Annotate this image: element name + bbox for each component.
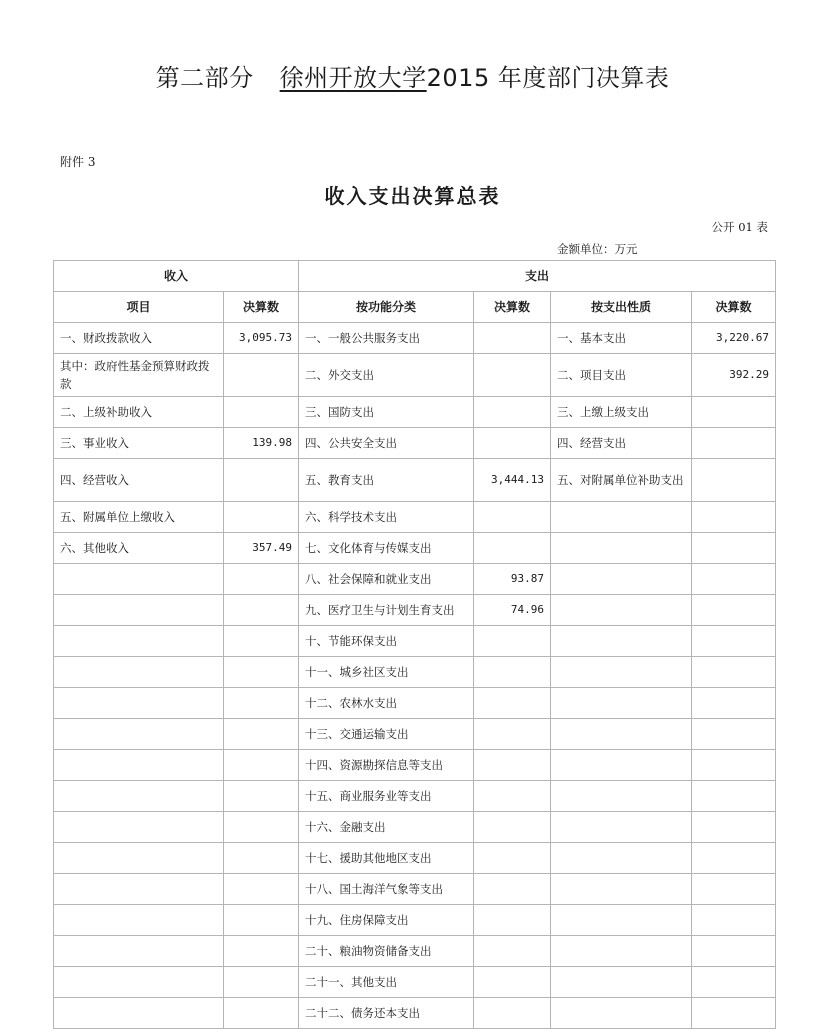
function-item-cell: 二十、粮油物资储备支出	[299, 936, 474, 967]
nature-amount-cell	[692, 874, 776, 905]
function-item-cell: 四、公共安全支出	[299, 428, 474, 459]
income-amount-cell	[224, 657, 299, 688]
function-amount-cell	[474, 626, 551, 657]
nature-item-cell: 三、上缴上级支出	[551, 397, 692, 428]
function-amount-cell	[474, 874, 551, 905]
income-item-cell	[54, 781, 224, 812]
function-amount-cell: 74.96	[474, 595, 551, 626]
table-row	[54, 323, 776, 354]
nature-item-cell: 四、经营支出	[551, 428, 692, 459]
nature-amount-cell	[692, 533, 776, 564]
income-amount-cell	[224, 812, 299, 843]
function-item-cell: 十四、资源勘探信息等支出	[299, 750, 474, 781]
function-amount-cell	[474, 533, 551, 564]
table-row	[54, 657, 776, 688]
function-amount-cell	[474, 688, 551, 719]
function-amount-cell	[474, 998, 551, 1029]
function-amount-cell	[474, 502, 551, 533]
nature-item-cell	[551, 564, 692, 595]
function-item-cell: 二十一、其他支出	[299, 967, 474, 998]
function-item-cell: 十五、商业服务业等支出	[299, 781, 474, 812]
title-unit: 徐州开放大学	[279, 64, 427, 92]
income-item-cell: 四、经营收入	[54, 459, 224, 502]
income-amount-cell	[224, 688, 299, 719]
column-header-row	[54, 292, 776, 323]
col-header-income-amount: 决算数	[224, 292, 299, 323]
function-amount-cell	[474, 936, 551, 967]
function-amount-cell	[474, 781, 551, 812]
group-header-row	[54, 261, 776, 292]
nature-item-cell	[551, 812, 692, 843]
attachment-label: 附件 3	[60, 155, 96, 169]
table-row	[54, 626, 776, 657]
function-amount-cell	[474, 843, 551, 874]
income-amount-cell	[224, 905, 299, 936]
income-amount-cell	[224, 874, 299, 905]
table-row	[54, 595, 776, 626]
income-expense-table	[53, 260, 776, 1029]
function-item-cell: 八、社会保障和就业支出	[299, 564, 474, 595]
income-item-cell: 三、事业收入	[54, 428, 224, 459]
nature-amount-cell	[692, 397, 776, 428]
nature-amount-cell: 3,220.67	[692, 323, 776, 354]
table-row	[54, 459, 776, 502]
title-suffix: 2015 年度部门决算表	[426, 64, 670, 92]
income-group-header: 收入	[54, 261, 299, 292]
income-amount-cell	[224, 998, 299, 1029]
nature-amount-cell	[692, 905, 776, 936]
nature-amount-cell	[692, 781, 776, 812]
table-row	[54, 905, 776, 936]
table-row	[54, 428, 776, 459]
income-item-cell	[54, 905, 224, 936]
function-amount-cell	[474, 428, 551, 459]
income-amount-cell	[224, 843, 299, 874]
nature-item-cell	[551, 781, 692, 812]
income-item-cell: 五、附属单位上缴收入	[54, 502, 224, 533]
nature-item-cell: 五、对附属单位补助支出	[551, 459, 692, 502]
col-header-income-item: 项目	[54, 292, 224, 323]
table-row	[54, 967, 776, 998]
income-item-cell	[54, 812, 224, 843]
function-item-cell: 五、教育支出	[299, 459, 474, 502]
nature-amount-cell	[692, 626, 776, 657]
nature-amount-cell	[692, 936, 776, 967]
function-amount-cell	[474, 750, 551, 781]
table-row	[54, 936, 776, 967]
function-item-cell: 十九、住房保障支出	[299, 905, 474, 936]
nature-item-cell	[551, 905, 692, 936]
income-amount-cell	[224, 967, 299, 998]
income-item-cell	[54, 750, 224, 781]
income-amount-cell	[224, 719, 299, 750]
nature-item-cell	[551, 688, 692, 719]
table-row	[54, 750, 776, 781]
income-amount-cell	[224, 936, 299, 967]
nature-item-cell	[551, 626, 692, 657]
table-row	[54, 533, 776, 564]
amount-unit: 金额单位：万元	[557, 242, 638, 256]
nature-item-cell	[551, 595, 692, 626]
nature-item-cell	[551, 502, 692, 533]
income-item-cell	[54, 626, 224, 657]
income-amount-cell: 3,095.73	[224, 323, 299, 354]
page-title	[0, 58, 825, 93]
nature-item-cell	[551, 936, 692, 967]
form-number: 公开 01 表	[711, 220, 768, 234]
income-item-cell	[54, 595, 224, 626]
table-row	[54, 781, 776, 812]
nature-amount-cell	[692, 459, 776, 502]
table-row	[54, 843, 776, 874]
nature-amount-cell	[692, 428, 776, 459]
table-row	[54, 719, 776, 750]
income-item-cell	[54, 843, 224, 874]
function-amount-cell	[474, 354, 551, 397]
income-item-cell	[54, 564, 224, 595]
income-amount-cell	[224, 397, 299, 428]
income-item-cell	[54, 936, 224, 967]
nature-amount-cell	[692, 967, 776, 998]
income-item-cell	[54, 657, 224, 688]
function-item-cell: 十七、援助其他地区支出	[299, 843, 474, 874]
table-row	[54, 397, 776, 428]
nature-amount-cell	[692, 998, 776, 1029]
table-row	[54, 688, 776, 719]
nature-amount-cell	[692, 657, 776, 688]
income-item-cell	[54, 874, 224, 905]
function-amount-cell	[474, 323, 551, 354]
function-item-cell: 十八、国土海洋气象等支出	[299, 874, 474, 905]
nature-amount-cell	[692, 812, 776, 843]
income-item-cell	[54, 688, 224, 719]
function-amount-cell	[474, 657, 551, 688]
nature-amount-cell	[692, 843, 776, 874]
function-item-cell: 二、外交支出	[299, 354, 474, 397]
col-header-function-amount: 决算数	[474, 292, 551, 323]
function-item-cell: 六、科学技术支出	[299, 502, 474, 533]
nature-item-cell: 二、项目支出	[551, 354, 692, 397]
nature-item-cell	[551, 843, 692, 874]
income-amount-cell	[224, 781, 299, 812]
table-row	[54, 998, 776, 1029]
table-row	[54, 874, 776, 905]
function-item-cell: 七、文化体育与传媒支出	[299, 533, 474, 564]
income-item-cell: 二、上级补助收入	[54, 397, 224, 428]
function-item-cell: 一、一般公共服务支出	[299, 323, 474, 354]
table-row	[54, 354, 776, 397]
nature-amount-cell	[692, 688, 776, 719]
function-amount-cell	[474, 719, 551, 750]
col-header-function-item: 按功能分类	[299, 292, 474, 323]
function-item-cell: 二十二、债务还本支出	[299, 998, 474, 1029]
nature-item-cell	[551, 719, 692, 750]
col-header-nature-amount: 决算数	[692, 292, 776, 323]
income-amount-cell	[224, 459, 299, 502]
income-amount-cell	[224, 354, 299, 397]
function-amount-cell	[474, 967, 551, 998]
nature-item-cell	[551, 657, 692, 688]
nature-item-cell	[551, 967, 692, 998]
income-amount-cell	[224, 626, 299, 657]
income-item-cell	[54, 998, 224, 1029]
nature-item-cell: 一、基本支出	[551, 323, 692, 354]
nature-amount-cell	[692, 750, 776, 781]
function-amount-cell: 93.87	[474, 564, 551, 595]
col-header-nature-item: 按支出性质	[551, 292, 692, 323]
nature-item-cell	[551, 998, 692, 1029]
nature-item-cell	[551, 533, 692, 564]
nature-amount-cell	[692, 564, 776, 595]
income-item-cell	[54, 967, 224, 998]
income-item-cell: 一、财政拨款收入	[54, 323, 224, 354]
income-item-cell	[54, 719, 224, 750]
income-amount-cell	[224, 595, 299, 626]
function-amount-cell: 3,444.13	[474, 459, 551, 502]
function-amount-cell	[474, 812, 551, 843]
table-row	[54, 812, 776, 843]
income-amount-cell: 357.49	[224, 533, 299, 564]
nature-amount-cell: 392.29	[692, 354, 776, 397]
function-item-cell: 十三、交通运输支出	[299, 719, 474, 750]
income-amount-cell	[224, 750, 299, 781]
title-prefix: 第二部分	[155, 64, 254, 92]
income-amount-cell	[224, 564, 299, 595]
function-item-cell: 三、国防支出	[299, 397, 474, 428]
function-item-cell: 九、医疗卫生与计划生育支出	[299, 595, 474, 626]
income-item-cell: 其中：政府性基金预算财政拨款	[54, 354, 224, 397]
income-amount-cell: 139.98	[224, 428, 299, 459]
nature-item-cell	[551, 874, 692, 905]
nature-item-cell	[551, 750, 692, 781]
function-item-cell: 十、节能环保支出	[299, 626, 474, 657]
expense-group-header: 支出	[299, 261, 776, 292]
function-item-cell: 十六、金融支出	[299, 812, 474, 843]
table-row	[54, 502, 776, 533]
function-item-cell: 十一、城乡社区支出	[299, 657, 474, 688]
income-amount-cell	[224, 502, 299, 533]
function-amount-cell	[474, 397, 551, 428]
nature-amount-cell	[692, 595, 776, 626]
function-item-cell: 十二、农林水支出	[299, 688, 474, 719]
table-row	[54, 564, 776, 595]
income-item-cell: 六、其他收入	[54, 533, 224, 564]
table-title: 收入支出决算总表	[324, 184, 501, 208]
nature-amount-cell	[692, 719, 776, 750]
function-amount-cell	[474, 905, 551, 936]
nature-amount-cell	[692, 502, 776, 533]
